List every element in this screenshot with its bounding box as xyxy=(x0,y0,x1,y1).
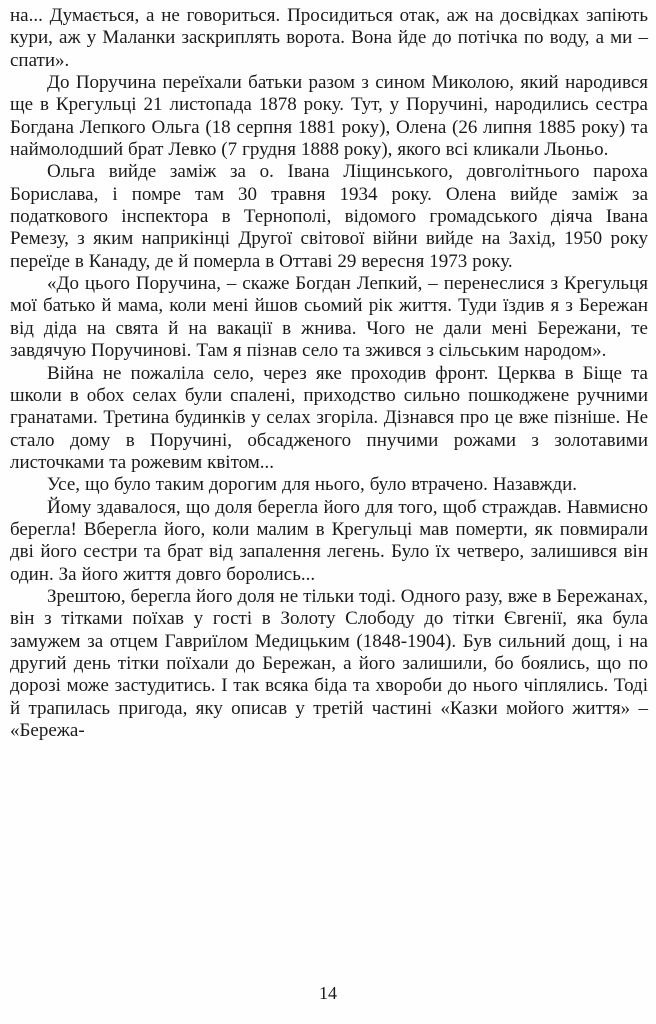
paragraph: Зрештою, берегла його доля не тільки тоді. Одного разу, вже в Бережанах, він з тітками поїхав у гості в Золоту Слободу до тітки Євгенії, яка була замужем за отцем Гавриїлом Медицьким (1848-1904). Був сильний дощ, і на другий день тітки поїхали до Бережан, а його залишили, бо боялись, що по дорозі може застудитись. І так всяка біда та хвороби до нього чіплялись. Тоді й трапилась пригода, яку описав у третій частині «Казки мойого життя» – «Бережа- xyxy=(10,585,649,741)
paragraph: Йому здавалося, що доля берегла його для того, щоб страждав. Навмисно берегла! Вберегла його, коли малим в Крегульці мав померти, як повмирали дві його сестри та брат від запалення легень. Було їх четверо, залишився він один. За його життя довго боролись... xyxy=(10,496,648,585)
text-block xyxy=(10,5,648,742)
paragraph: Війна не пожаліла село, через яке проходив фронт. Церква в Біще та школи в обох селах були спалені, приходство сильно пошкоджене ручними гранатами. Третина будинків у селах згоріла. Дізнався про це вже пізніше. Не стало дому в Поручині, обсадженого пнучими рожами з золотавими листочками та рожевим квітом... xyxy=(10,362,648,473)
paragraph: Ольга вийде заміж за о. Івана Ліщинського, довголітнього пароха Борислава, і помре там 30 травня 1934 року. Олена вийде заміж за податкового інспектора в Тернополі, відомого громадського діяча Івана Ремезу, з яким наприкінці Другої світової війни вийде на Захід, 1950 року переїде в Канаду, де й померла в Оттаві 29 вересня 1973 року. xyxy=(10,161,648,272)
paragraph-continuation: на... Думається, а не говориться. Просидиться отак, аж на досвідках запіють кури, аж у Маланки заскриплять ворота. Вона йде до потічка по воду, а ми – спати». xyxy=(10,5,648,71)
paragraph: «До цього Поручина, – скаже Богдан Лепкий, – перенеслися з Крегульця мої батько й мама, коли мені йшов сьомий рік життя. Туди їздив я з Бережан від діда на свята й на вакації в жнива. Чого не дали мені Бережани, те завдячую Поручинові. Там я пізнав село та зжився з сільським народом». xyxy=(10,273,648,362)
paragraph: Усе, що було таким дорогим для нього, було втрачено. Назавжди. xyxy=(47,474,578,496)
page-number: 14 xyxy=(319,983,337,1003)
paragraph: До Поручина переїхали батьки разом з сином Миколою, який народився ще в Крегульці 21 листопада 1878 року. Тут, у Поручині, народились сестра Богдана Лепкого Ольга (18 серпня 1881 року), Олена (26 липня 1885 року) та наймолодший брат Левко (7 грудня 1888 року), якого всі кликали Льоньо. xyxy=(10,72,648,161)
